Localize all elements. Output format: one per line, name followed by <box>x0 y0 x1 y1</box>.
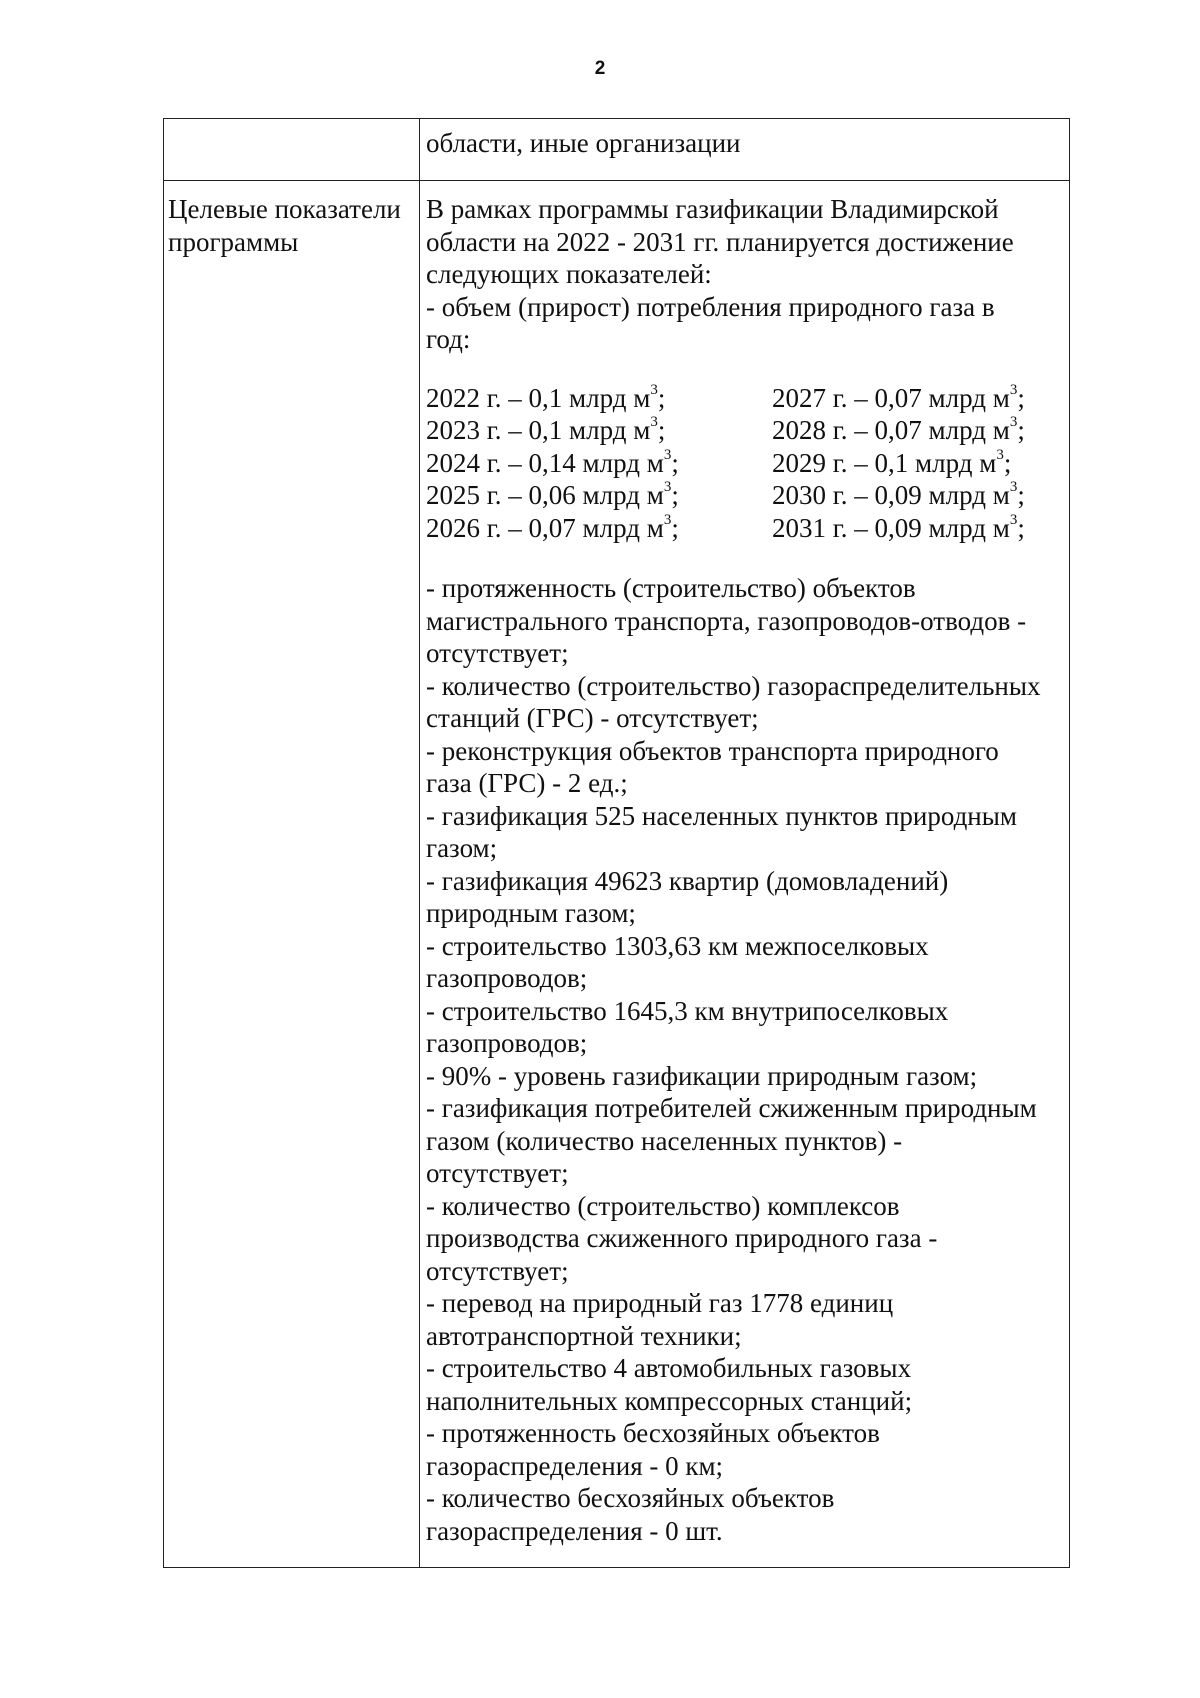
unit-label: м <box>979 447 997 478</box>
unit-exponent: 3 <box>663 511 672 528</box>
gas-volume-entry <box>426 512 772 545</box>
intro-line: следующих показателей: <box>426 259 712 289</box>
entry-terminator: ; <box>1017 415 1025 445</box>
indicator-list <box>426 572 1063 1547</box>
intro-text <box>426 193 1063 356</box>
indicator-line: - строительство 1303,63 км межпоселковых <box>426 930 929 961</box>
unit-label: м <box>992 480 1010 510</box>
unit-label: м <box>646 447 664 478</box>
unit-label: м <box>992 415 1010 445</box>
entry-terminator: ; <box>1017 480 1025 510</box>
indicator-line: газораспределения - 0 шт. <box>426 1515 723 1546</box>
gas-volume-entry <box>426 447 772 480</box>
unit-exponent: 3 <box>1009 414 1018 430</box>
unit-exponent: 3 <box>650 381 658 398</box>
intro-line: В рамках программы газификации Владимирской <box>426 194 999 224</box>
intro-line: год: <box>426 324 471 354</box>
indicator-line: отсутствует; <box>426 1158 569 1188</box>
gas-volume-value: 2028 г. – 0,07 млрд <box>772 415 993 445</box>
table-row-target-indicators <box>164 181 1070 1568</box>
indicator-line: - количество (строительство) комплексов <box>426 1190 900 1221</box>
indicator-line: наполнительных компрессорных станций; <box>426 1385 913 1416</box>
indicator-line: - строительство 1645,3 км внутрипоселковых <box>426 995 949 1026</box>
unit-exponent: 3 <box>663 479 672 495</box>
unit-label: м <box>646 512 664 543</box>
gas-volume-entry <box>426 382 772 415</box>
gas-volume-entry <box>426 414 772 447</box>
indicator-line: отсутствует; <box>426 1255 569 1286</box>
organizations-continuation-cell: области, иные организации <box>420 119 1070 181</box>
entry-terminator: ; <box>657 415 666 445</box>
unit-label: м <box>992 512 1010 543</box>
indicator-line: автотранспортной техники; <box>426 1320 742 1351</box>
gas-volume-value: 2030 г. – 0,09 млрд <box>772 480 993 510</box>
gas-volume-value: 2025 г. – 0,06 млрд <box>426 480 647 510</box>
indicator-line: газом; <box>426 833 498 863</box>
indicator-line: природным газом; <box>426 898 636 928</box>
gas-volume-entry <box>772 414 1062 447</box>
gas-volume-value: 2024 г. – 0,14 млрд <box>426 447 647 478</box>
unit-exponent: 3 <box>650 414 658 430</box>
entry-terminator: ; <box>1017 382 1025 413</box>
program-passport-table <box>163 118 1070 1568</box>
gas-volume-column-left <box>426 382 772 545</box>
indicator-line: - перевод на природный газ 1778 единиц <box>426 1288 894 1318</box>
gas-volume-value: 2029 г. – 0,1 млрд <box>772 447 980 478</box>
unit-exponent: 3 <box>663 446 672 463</box>
entry-terminator: ; <box>1017 512 1025 543</box>
intro-line: - объем (прирост) потребления природного газа в <box>426 291 995 322</box>
gas-volume-value: 2023 г. – 0,1 млрд <box>426 415 634 445</box>
target-indicators-label: Целевые показатели программы <box>164 181 420 1568</box>
gas-volume-entry <box>772 512 1062 545</box>
indicator-line: газораспределения - 0 км; <box>426 1450 724 1481</box>
indicator-line: производства сжиженного природного газа - <box>426 1223 938 1253</box>
indicator-line: - реконструкция объектов транспорта природного <box>426 735 999 766</box>
indicator-line: - газификация потребителей сжиженным природным <box>426 1093 1037 1123</box>
entry-terminator: ; <box>657 382 666 413</box>
target-indicators-content <box>420 181 1070 1568</box>
indicator-line: - 90% - уровень газификации природным газом; <box>426 1060 978 1091</box>
indicator-line: отсутствует; <box>426 638 569 668</box>
gas-volume-column-right <box>772 382 1062 545</box>
gas-volume-by-year <box>426 382 1063 545</box>
table-row-organizations <box>164 119 1070 181</box>
indicator-line: - протяженность (строительство) объектов <box>426 573 916 603</box>
indicator-line: - газификация 525 населенных пунктов природным <box>426 800 1017 831</box>
indicator-line: газом (количество населенных пунктов) - <box>426 1125 903 1156</box>
entry-terminator: ; <box>1003 447 1012 478</box>
gas-volume-entry <box>772 382 1062 415</box>
unit-label: м <box>633 415 651 445</box>
gas-volume-entry <box>426 479 772 512</box>
unit-label: м <box>646 480 664 510</box>
indicator-line: - протяженность бесхозяйных объектов <box>426 1418 880 1448</box>
indicator-line: газопроводов; <box>426 963 588 993</box>
empty-left-cell <box>164 119 420 181</box>
gas-volume-value: 2031 г. – 0,09 млрд <box>772 512 993 543</box>
entry-terminator: ; <box>671 512 679 543</box>
gas-volume-entry <box>772 479 1062 512</box>
indicator-line: газопроводов; <box>426 1028 588 1058</box>
unit-exponent: 3 <box>1009 511 1018 528</box>
unit-label: м <box>992 382 1010 413</box>
intro-line: области на 2022 - 2031 гг. планируется достижение <box>426 226 1014 257</box>
indicator-line: газа (ГРС) - 2 ед.; <box>426 768 628 798</box>
entry-terminator: ; <box>671 447 679 478</box>
page-number: 2 <box>594 58 606 79</box>
unit-exponent: 3 <box>1009 479 1018 495</box>
unit-exponent: 3 <box>996 446 1004 463</box>
gas-volume-entry <box>772 447 1062 480</box>
indicator-line: - количество бесхозяйных объектов <box>426 1483 835 1513</box>
indicator-line: - газификация 49623 квартир (домовладений) <box>426 865 949 896</box>
indicator-line: магистрального транспорта, газопроводов-отводов - <box>426 605 1027 636</box>
indicator-line: станций (ГРС) - отсутствует; <box>426 703 759 733</box>
unit-label: м <box>633 382 651 413</box>
gas-volume-value: 2022 г. – 0,1 млрд <box>426 382 634 413</box>
unit-exponent: 3 <box>1009 381 1018 398</box>
indicator-line: - строительство 4 автомобильных газовых <box>426 1353 912 1383</box>
entry-terminator: ; <box>671 480 679 510</box>
gas-volume-value: 2026 г. – 0,07 млрд <box>426 512 647 543</box>
gas-volume-value: 2027 г. – 0,07 млрд <box>772 382 993 413</box>
indicator-line: - количество (строительство) газораспределительных <box>426 670 1041 701</box>
